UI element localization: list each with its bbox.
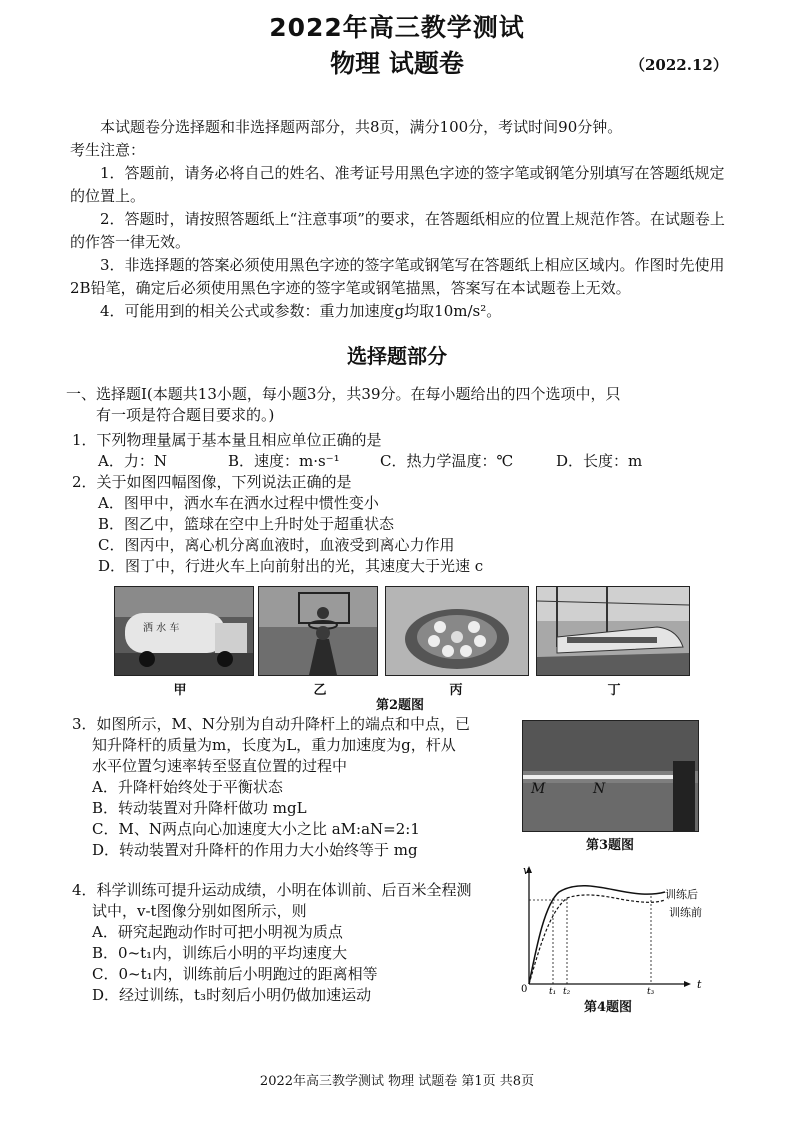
q4-figure-caption: 第4题图: [583, 1000, 633, 1015]
part1-instructions: [66, 384, 736, 426]
question-3: [72, 714, 512, 861]
q3-figure-caption: 第3题图: [585, 838, 635, 853]
t-axis-label: t: [697, 978, 702, 991]
part1-line-2: 有一项是符合题目要求的。): [96, 406, 275, 424]
legend-before: 训练前: [669, 906, 702, 919]
tick-t1: t₁: [549, 987, 557, 994]
question-1: [72, 430, 732, 472]
q3-option-b: B．转动装置对升降杆做功 mgL: [92, 799, 307, 817]
q4-option-a: A．研究起跑动作时可把小明视为质点: [92, 923, 343, 941]
v-axis-label: v: [523, 864, 530, 877]
photo-train: [536, 586, 690, 676]
q1-option-a: A．力：N: [98, 452, 167, 470]
notes-item-2: 2．答题时，请按照答题纸上“注意事项”的要求，在答题纸相应的位置上规范作答。在试题卷上的作答一律无效。: [70, 210, 725, 251]
q4-option-d: D．经过训练，t₃时刻后小明仍做加速运动: [92, 986, 372, 1004]
caption-jia: 甲: [173, 683, 187, 698]
photo-basketball: [258, 586, 378, 676]
q1-option-b: B．速度：m·s⁻¹: [228, 452, 340, 470]
vt-graph: [515, 864, 725, 994]
q3-option-c: C．M、N两点向心加速度大小之比 aM:aN=2:1: [92, 820, 420, 838]
q2-figure-caption: 第2题图: [375, 698, 425, 713]
section-title: 选择题部分: [347, 344, 447, 368]
t-axis-arrow: [684, 981, 691, 987]
q2-stem: 2．关于如图四幅图像，下列说法正确的是: [72, 473, 352, 491]
q4-option-c: C．0~t₁内，训练前后小明跑过的距离相等: [92, 965, 378, 983]
photo-barrier-gate: [522, 720, 699, 832]
origin-label: 0: [521, 984, 528, 994]
photo-sprinkler-truck: [114, 586, 254, 676]
notes-item-3: 3．非选择题的答案必须使用黑色字迹的签字笔或钢笔写在答题纸上相应区域内。作图时先使用2B铅笔，确定后必须使用黑色字迹的签字笔或钢笔描黑，答案写在本试题卷上无效。: [70, 256, 725, 297]
q3-stem-line-3: 水平位置匀速率转至竖直位置的过程中: [92, 757, 348, 775]
q4-stem-line-2: 试中，v-t图像分别如图所示，则: [92, 902, 307, 920]
notes-heading: 考生注意：: [70, 141, 146, 159]
part1-line-1: 一、选择题Ⅰ(本题共13小题，每小题3分，共39分。在每小题给出的四个选项中，只: [66, 385, 621, 403]
notes-item-4: 4．可能用到的相关公式或参数：重力加速度g均取10m/s²。: [100, 302, 502, 320]
truck-lettering: 洒 水 车: [143, 623, 180, 634]
page-footer: 2022年高三教学测试 物理 试题卷 第1页 共8页: [259, 1074, 535, 1089]
curve-after-training: [529, 886, 665, 984]
curve-before-training: [529, 895, 665, 984]
q4-option-b: B．0~t₁内，训练后小明的平均速度大: [92, 944, 348, 962]
notes-intro: 本试题卷分选择题和非选择题两部分，共8页，满分100分，考试时间90分钟。: [100, 118, 623, 136]
q2-option-c: C．图丙中，离心机分离血液时，血液受到离心力作用: [98, 536, 455, 554]
q1-stem: 1．下列物理量属于基本量且相应单位正确的是: [72, 431, 382, 449]
photo-centrifuge: [385, 586, 529, 676]
exam-subtitle: 物理 试题卷: [330, 49, 464, 78]
q2-option-a: A．图甲中，洒水车在洒水过程中惯性变小: [98, 494, 379, 512]
q1-option-d: D．长度：m: [556, 452, 643, 470]
q3-option-d: D．转动装置对升降杆的作用力大小始终等于 mg: [92, 841, 418, 859]
question-4: [72, 880, 522, 1006]
q3-stem-line-1: 3．如图所示，M、N分别为自动升降杆上的端点和中点，已: [72, 715, 471, 733]
label-m: M: [531, 781, 546, 797]
question-2: [72, 472, 732, 577]
tick-t3: t₃: [647, 987, 655, 994]
q3-stem-line-2: 知升降杆的质量为m，长度为L，重力加速度为g，杆从: [92, 736, 456, 754]
label-n: N: [593, 781, 606, 797]
q2-option-b: B．图乙中，篮球在空中上升时处于超重状态: [98, 515, 395, 533]
exam-title: 2022年高三教学测试: [269, 13, 525, 42]
notes-item-1: 1．答题前，请务必将自己的姓名、准考证号用黑色字迹的签字笔或钢笔分别填写在答题纸规定的位置上。: [70, 164, 725, 205]
caption-bing: 丙: [449, 683, 463, 698]
caption-ding: 丁: [607, 683, 621, 698]
q3-option-a: A．升降杆始终处于平衡状态: [92, 778, 283, 796]
exam-date: （2022.12）: [630, 56, 728, 74]
q2-option-d: D．图丁中，行进火车上向前射出的光，其速度大于光速 c: [98, 557, 484, 575]
tick-t2: t₂: [563, 987, 571, 994]
exam-notes: [70, 116, 730, 323]
legend-after: 训练后: [665, 888, 698, 901]
q4-stem-line-1: 4．科学训练可提升运动成绩，小明在体训前、后百米全程测: [72, 881, 472, 899]
q1-option-c: C．热力学温度：℃: [380, 452, 514, 470]
caption-yi: 乙: [313, 683, 327, 698]
